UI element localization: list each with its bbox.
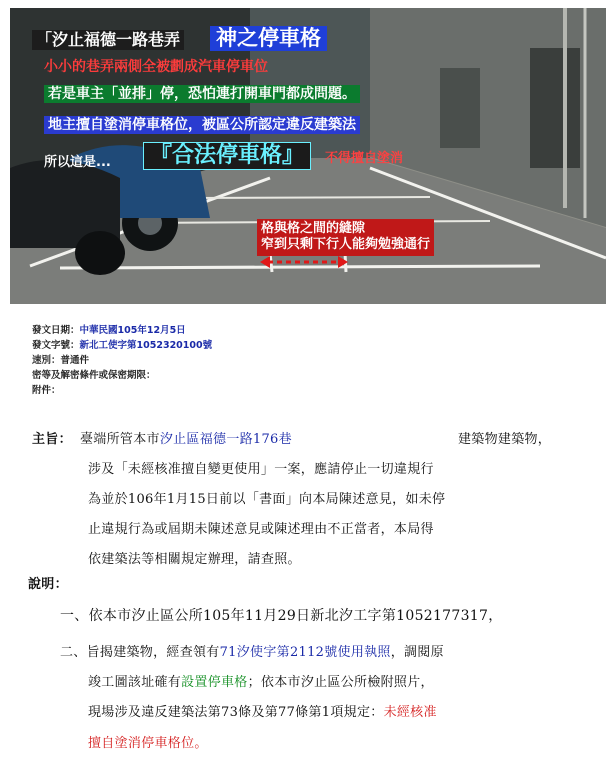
meta-speed-label: 速別： [32,355,61,366]
license-number: 71汐使字第2112號使用執照 [219,645,391,660]
street-photo [10,8,606,304]
explanation-item-2-line-2 [88,671,434,690]
meta-attachment: 附件： [32,385,61,396]
meta-secrecy: 密等及解密條件或保密期限： [32,370,156,381]
meta-no-value: 新北工使字第1052320100號 [79,340,213,351]
explanation-label: 說明： [28,577,68,592]
item2-l3-a: 現場涉及違反建築法第73條及第77條第1項規定： [88,705,384,720]
meta-date-label: 發文日期： [32,325,80,336]
item2-l1-a: 二、旨揭建築物，經查領有 [60,645,220,660]
caption-gap-line1: 格與格之間的縫隙 [261,221,366,236]
caption-legal-parking: 『合法停車格』 [143,142,311,170]
caption-no-erase: 不得擅自塗消 [325,151,404,166]
caption-title-location: 「汐止福德一路巷弄 [32,30,184,50]
unapproved-text: 未經核准 [383,705,437,720]
explanation-item-1: 一、依本市汐止區公所105年11月29日新北汐工字第1052177317， [60,608,503,624]
item2-l2-c: ；依本市汐止區公所檢附照片， [247,675,434,690]
subject-line-3: 為並於106年1月15日前以「書面」向本局陳述意見，如未停 [88,492,446,507]
parking-set: 設置停車格 [181,675,248,690]
meta-date-value: 中華民國105年12月5日 [79,325,186,336]
subject-line-2: 涉及「未經核准擅自變更使用」一案，應請停止一切違規行 [88,462,434,477]
subject-line-1 [80,428,552,447]
caption-both-sides: 小小的巷弄兩側全被劃成汽車停車位 [44,59,268,75]
subject-line-5: 依建築法等相關規定辦理，請查照。 [88,552,301,567]
caption-title-highlight: 神之停車格 [210,26,327,51]
caption-violation: 地主擅自塗消停車格位，被區公所認定違反建築法 [44,116,360,134]
item2-l2-a: 竣工圖該址確有 [88,675,182,690]
meta-speed-value: 普通件 [60,355,90,366]
subject-label: 主旨： [32,432,72,447]
subject-line-1-c: 建築物建築物， [458,432,552,447]
caption-gap-line2: 窄到只剩下行人能夠勉強通行 [261,237,431,253]
caption-double-parking: 若是車主「並排」停，恐怕連打開車門都成問題。 [44,85,360,103]
subject-address: 汐止區福德一路176巷 [159,432,292,447]
caption-so-this-is: 所以這是... [44,155,111,170]
meta-speed [32,352,89,366]
caption-gap-note [257,219,434,256]
explanation-item-2-line-3 [88,701,437,720]
meta-document-number [32,337,212,351]
meta-no-label: 發文字號： [32,340,80,351]
explanation-item-2-line-4: 擅自塗消停車格位。 [88,736,208,751]
meta-date [32,322,186,336]
subject-line-1-a: 臺端所管本市 [80,432,160,447]
explanation-item-2-line-1 [60,641,444,660]
item2-l1-c: ，調閱原 [390,645,444,660]
subject-line-4: 止違規行為或屆期未陳述意見或陳述理由不正當者，本局得 [88,522,434,537]
